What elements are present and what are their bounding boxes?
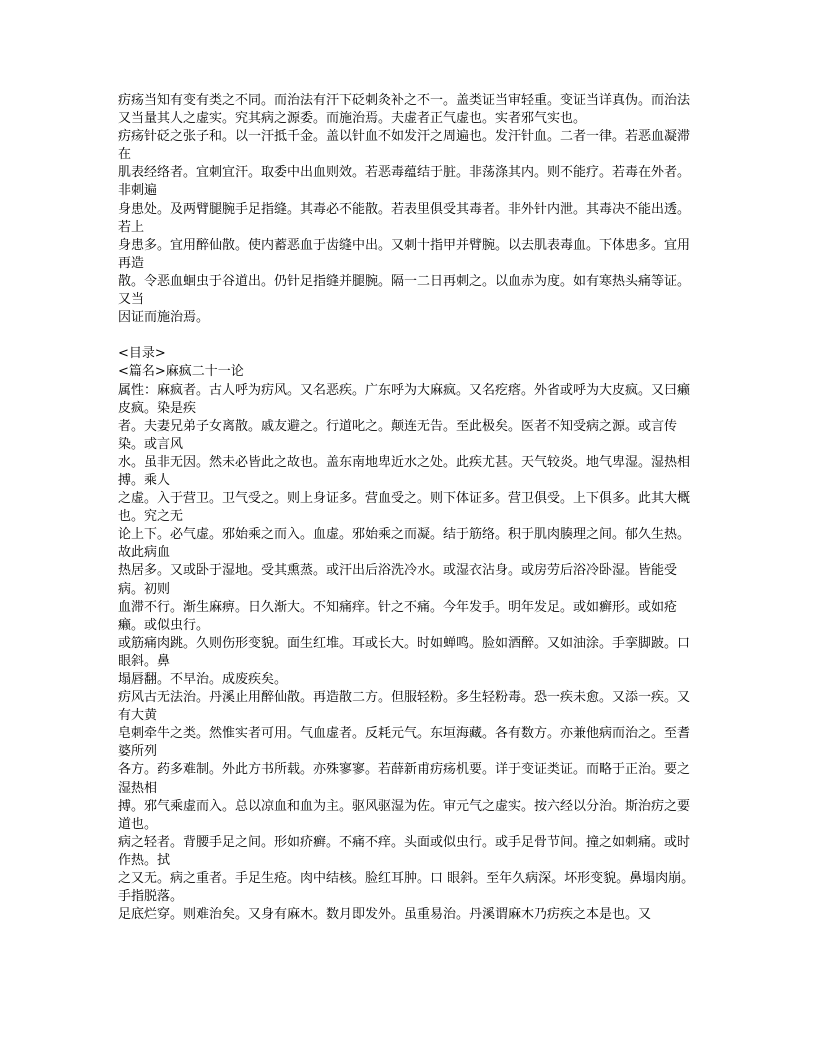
text-line: 疠风古无法治。丹溪止用醉仙散。再造散二方。但服轻粉。多生轻粉毒。恐一疾未愈。又添一疾。又有大黄 [118, 690, 691, 724]
text-line: 疠疡针砭之张子和。以一汗抵千金。盖以针血不如发汗之周遍也。发汗针血。二者一律。若恶血凝滞在 [118, 129, 691, 163]
text-line: 肌表经络者。宜刺宜汗。取委中出血则效。若恶毒蕴结于脏。非荡涤其内。则不能疗。若毒在外者。非刺遍 [118, 165, 691, 199]
text-line: 足底烂穿。则难治矣。又身有麻木。数月即发外。虽重易治。丹溪谓麻木乃疠疾之本是也。又 [118, 907, 652, 923]
text-line: 或筋痛肉跳。久则伤形变貌。面生红堆。耳或长大。时如蝉鸣。脸如酒醉。又如油涂。手挛脚跛。口 眼斜。鼻 [118, 635, 691, 669]
toc-marker: <目录> [118, 346, 166, 362]
text-line: 论上下。必气虚。邪始乘之而入。血虚。邪始乘之而凝。结于筋络。积于肌肉腠理之间。郁久生热。故此病血 [118, 527, 691, 561]
text-line: 病之轻者。背腰手足之间。形如疥癣。不痛不痒。头面或似虫行。或手足骨节间。撞之如刺痛。或时作热。拭 [118, 834, 691, 868]
text-line: 各方。药多难制。外此方书所载。亦殊寥寥。若薛新甫疠疡机要。详于变证类证。而略于正治。要之湿热相 [118, 762, 691, 796]
text-line: 因证而施治焉。 [118, 310, 210, 326]
text-line: 属性：麻疯者。古人呼为疠风。又名恶疾。广东呼为大麻疯。又名疙瘩。外省或呼为大皮疯。又曰癞皮疯。染是疾 [118, 382, 691, 416]
text-line: 热居多。又或卧于湿地。受其熏蒸。或汗出后浴洗冷水。或湿衣沾身。或房劳后浴冷卧湿。皆能受病。初则 [118, 563, 678, 597]
text-line: 者。夫妻兄弟子女离散。戚友避之。行道叱之。颠连无告。至此极矣。医者不知受病之源。或言传染。或言风 [118, 418, 678, 452]
text-line: 身患处。及两臂腿腕手足指缝。其毒必不能散。若表里俱受其毒者。非外针内泄。其毒决不能出透。若上 [118, 201, 691, 235]
text-line: 又当量其人之虚实。究其病之源委。而施治焉。夫虚者正气虚也。实者邪气实也。 [118, 111, 587, 127]
text-line: 身患多。宜用醉仙散。使内蓄恶血于齿缝中出。又刺十指甲并臂腕。以去肌表毒血。下体患多。宜用再造 [118, 237, 691, 271]
text-line: 皂刺牵牛之类。然惟实者可用。气血虚者。反耗元气。东垣海藏。各有数方。亦兼他病而治之。至耆婆所列 [118, 726, 691, 760]
text-line: 搏。邪气乘虚而入。总以凉血和血为主。驱风驱湿为佐。审元气之虚实。按六经以分治。斯治疠之要道也。 [118, 798, 691, 832]
document-page [118, 92, 700, 924]
chapter-title: <篇名>麻疯二十一论 [118, 364, 244, 380]
blank-line [118, 327, 700, 345]
text-line: 塌唇翻。不早治。成废疾矣。 [118, 672, 288, 687]
text-line: 疠疡当知有变有类之不同。而治法有汗下砭刺灸补之不一。盖类证当审轻重。变证当详真伪。而治法 [118, 93, 691, 108]
text-line: 之又无。病之重者。手足生疮。肉中结核。脸红耳肿。口 眼斜。至年久病深。坏形变貌。鼻塌肉崩。手指脱落。 [118, 871, 695, 905]
text-line: 水。虽非无因。然未必皆此之故也。盖东南地卑近水之处。此疾尤甚。天气较炎。地气卑湿。湿热相搏。乘人 [118, 454, 691, 488]
text-line: 散。令恶血蛔虫于谷道出。仍针足指缝并腿腕。隔一二日再刺之。以血赤为度。如有寒热头痛等证。又当 [118, 273, 691, 308]
text-line: 之虚。入于营卫。卫气受之。则上身证多。营血受之。则下体证多。营卫俱受。上下俱多。此其大概也。究之无 [118, 491, 691, 525]
text-line: 血滞不行。渐生麻痹。日久渐大。不知痛痒。针之不痛。今年发手。明年发足。或如癣形。或如疮癞。或似虫行。 [118, 599, 678, 633]
